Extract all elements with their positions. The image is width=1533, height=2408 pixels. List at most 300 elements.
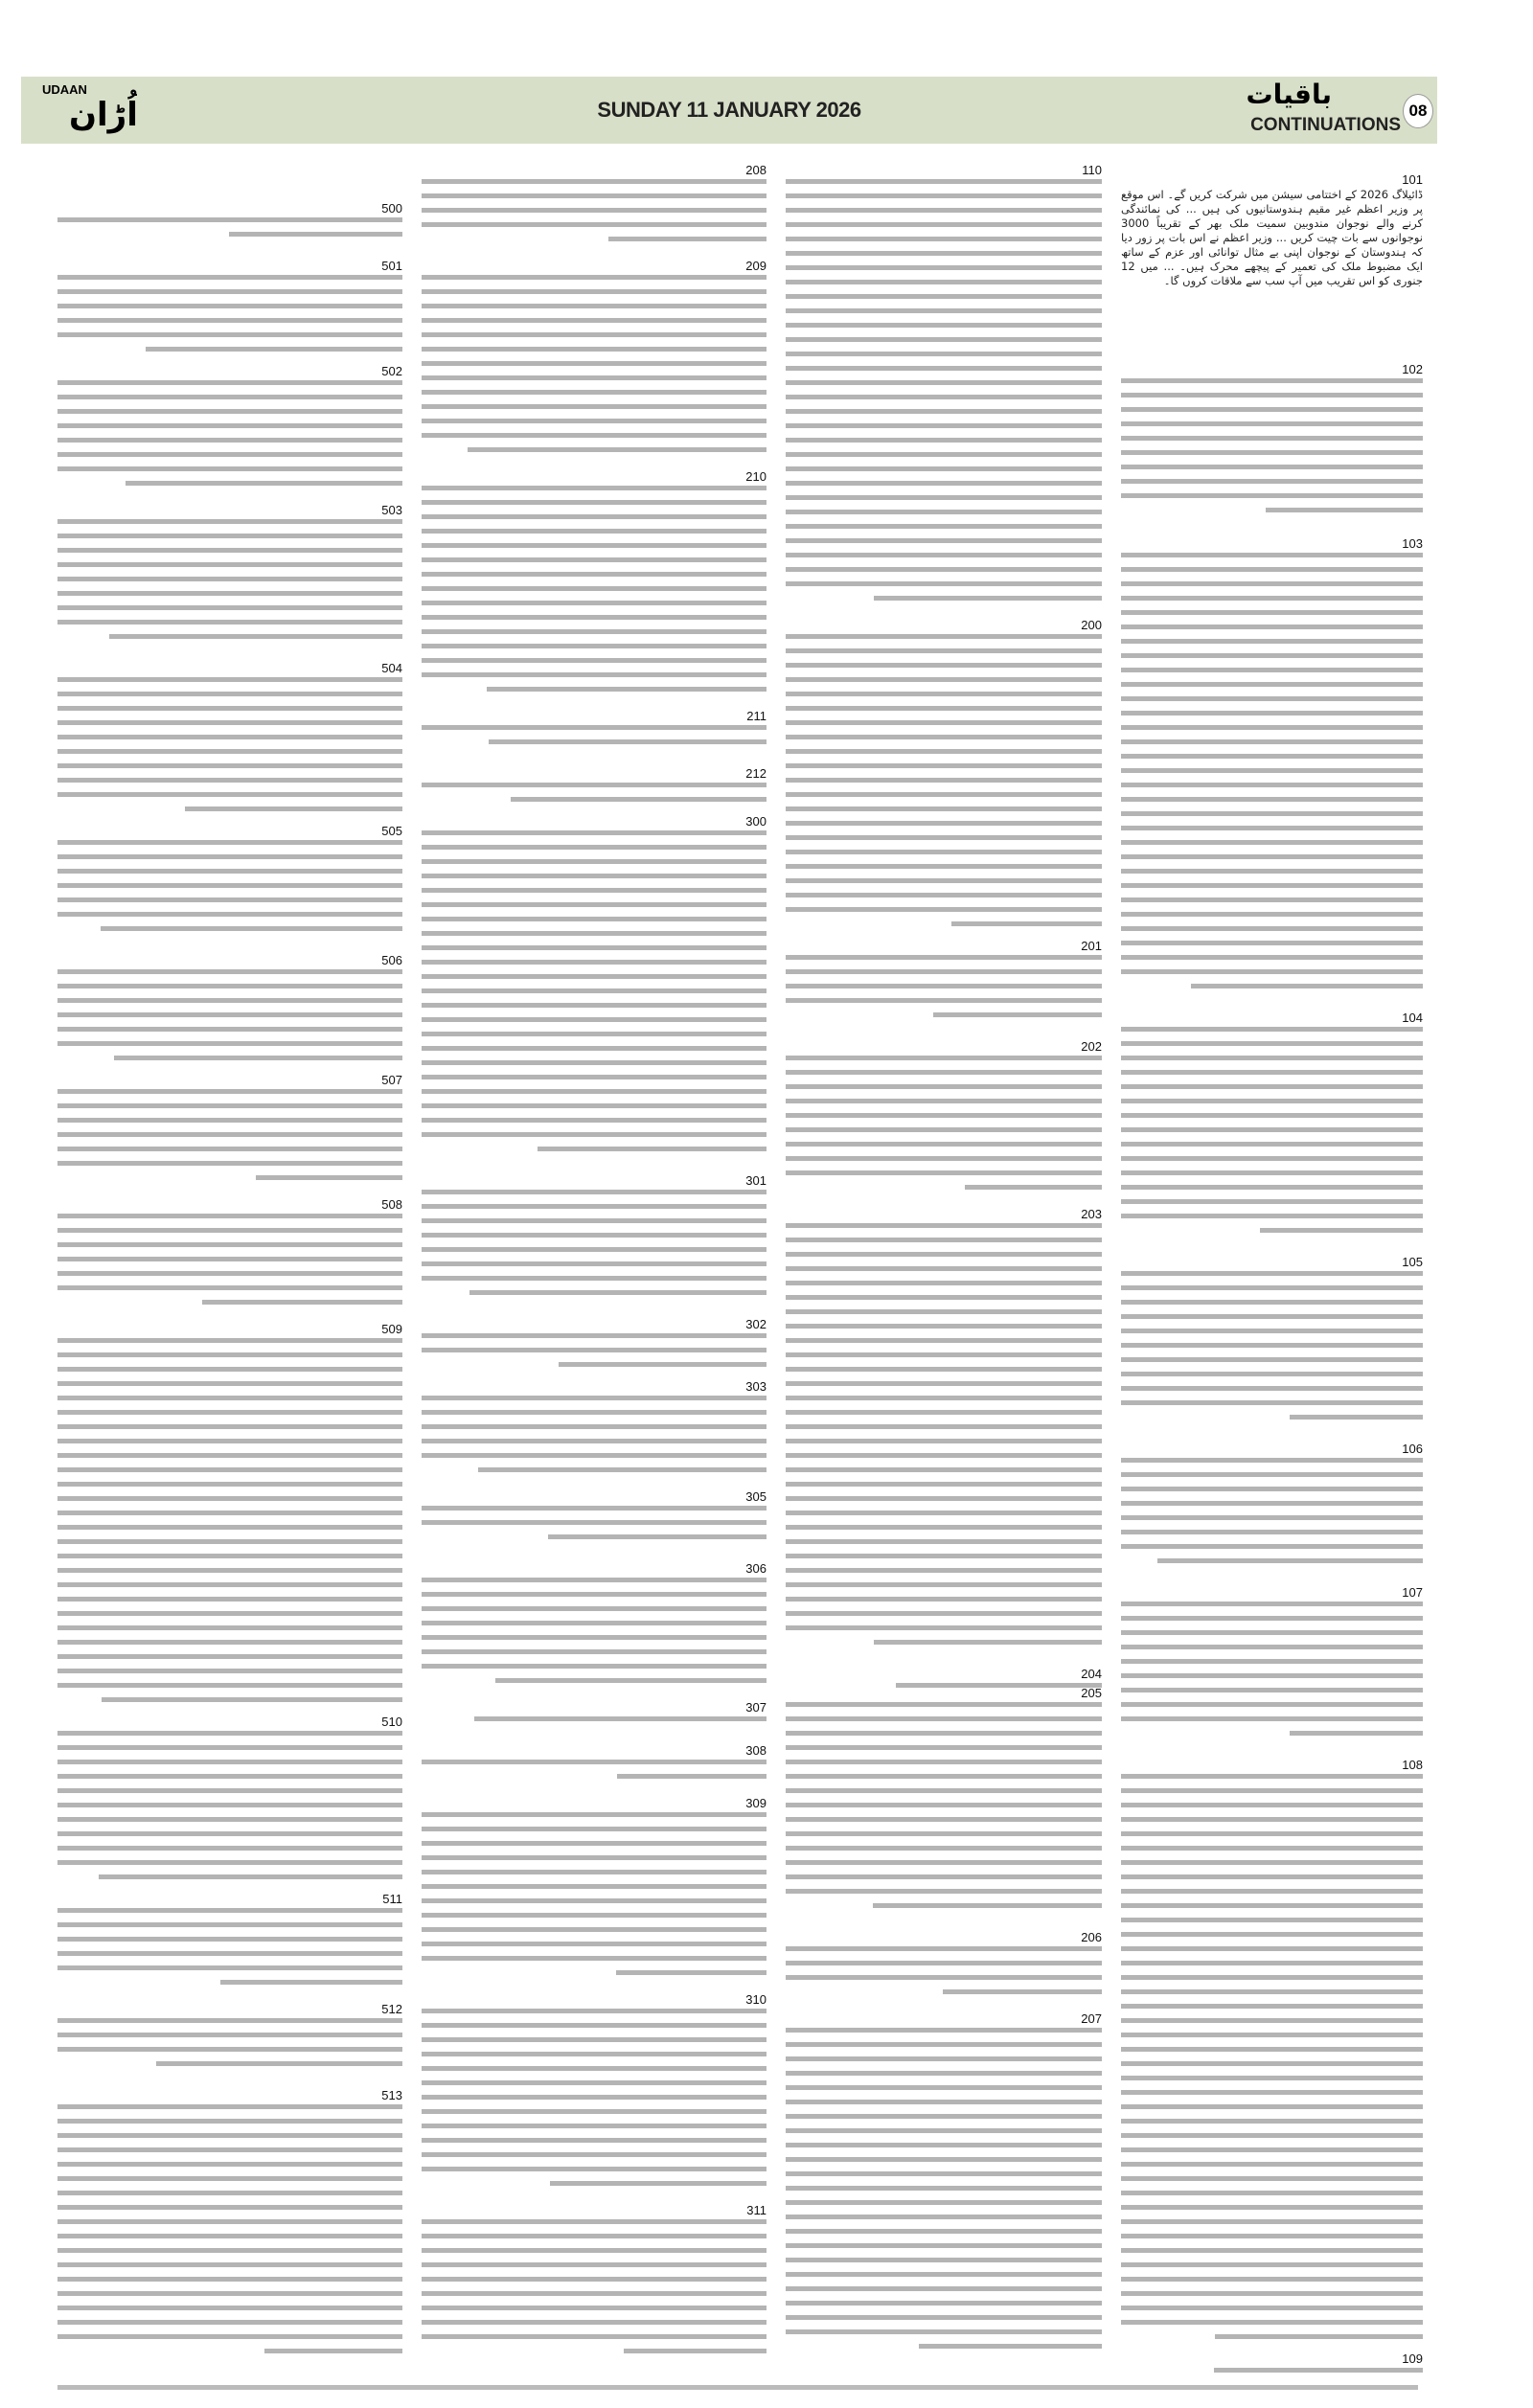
text-line [786,969,1102,974]
text-line [786,893,1102,897]
article-body [786,1946,1102,2004]
text-line [608,237,766,241]
text-line [786,179,1102,184]
article-body [1121,553,1423,998]
text-line [57,2205,402,2210]
text-line [786,1309,1102,1314]
text-line [57,1525,402,1530]
text-line [786,2056,1102,2061]
section-number: 504 [381,661,402,675]
text-line [1121,826,1423,830]
text-line [1121,2133,1423,2138]
article-body [57,1908,402,1994]
text-line [1121,1544,1423,1549]
text-line [57,2191,402,2195]
text-line [422,874,766,878]
text-line [786,1084,1102,1089]
text-line [1290,1415,1423,1420]
text-line [1121,955,1423,960]
article-body [422,2219,766,2363]
article-body [786,634,1102,936]
text-line [786,2229,1102,2234]
text-line [1121,465,1423,469]
text-line [422,830,766,835]
article-body [422,1190,766,1305]
article-body [57,1089,402,1190]
text-line [786,1338,1102,1343]
text-line [422,902,766,907]
text-line [786,1170,1102,1175]
text-line [422,2080,766,2085]
text-line [1121,1285,1423,1290]
text-line [422,1439,766,1443]
text-line [57,763,402,768]
article-body [422,2009,766,2195]
text-line [1121,1357,1423,1362]
text-line [57,840,402,845]
text-line [422,1841,766,1846]
text-line [256,1175,402,1180]
text-line [422,1506,766,1511]
text-line [422,1520,766,1525]
text-line [422,1927,766,1932]
text-line [57,562,402,567]
text-line [1121,1903,1423,1908]
text-line [57,2234,402,2238]
text-line [951,921,1102,926]
text-line [422,1578,766,1582]
article-body [786,1683,1102,1697]
text-line [422,988,766,993]
section-number: 507 [381,1073,402,1087]
text-line [786,2128,1102,2133]
text-line [422,208,766,213]
text-line [786,749,1102,754]
text-line [422,1592,766,1597]
text-line [786,1889,1102,1894]
text-line [786,237,1102,241]
text-line [786,663,1102,668]
text-line [786,366,1102,371]
text-line [786,423,1102,428]
text-line [1121,450,1423,455]
text-line [786,538,1102,543]
section-number: 503 [381,503,402,517]
text-line [57,1539,402,1544]
text-line [1121,378,1423,383]
text-line [422,486,766,490]
text-line [422,500,766,505]
section-number: 209 [745,259,766,273]
text-line [57,1439,402,1443]
text-line [57,1554,402,1558]
article-body [422,1716,766,1731]
text-line [1121,2033,1423,2037]
text-line [474,1716,766,1721]
text-line [1121,1932,1423,1937]
text-line [422,1190,766,1194]
text-line [786,1439,1102,1443]
text-line [786,222,1102,227]
text-line [786,308,1102,313]
text-line [1121,1688,1423,1692]
text-line [57,1951,402,1956]
text-line [786,1281,1102,1285]
text-line [57,1860,402,1865]
text-line [786,850,1102,854]
section-number: 101 [1402,172,1423,187]
text-line [422,1132,766,1137]
text-line [1215,2334,1423,2339]
text-line [1121,696,1423,701]
text-line [786,1874,1102,1879]
text-line [422,2262,766,2267]
text-line [57,423,402,428]
article-body [57,840,402,941]
text-line [422,2052,766,2056]
text-line [1121,1170,1423,1175]
text-line [786,280,1102,284]
section-number: 510 [381,1715,402,1729]
text-line [57,1640,402,1645]
issue-date: SUNDAY 11 JANUARY 2026 [597,98,861,122]
section-number: 205 [1081,1686,1102,1700]
text-line [57,1396,402,1400]
text-line [57,591,402,596]
text-line [422,433,766,438]
text-line [1121,869,1423,874]
text-line [786,1511,1102,1515]
article-body [57,519,402,648]
section-number: 104 [1402,1011,1423,1025]
text-line [57,1338,402,1343]
text-line [1121,1487,1423,1491]
text-line [422,888,766,893]
text-line [1121,1027,1423,1032]
text-line [786,1702,1102,1707]
text-line [786,1396,1102,1400]
text-line [786,2315,1102,2320]
text-line [422,1606,766,1611]
section-number: 210 [745,469,766,484]
text-line [786,1113,1102,1118]
text-line [57,2219,402,2224]
text-line [1121,1099,1423,1103]
text-line [422,2167,766,2171]
text-line [1266,508,1423,512]
article-body [57,2104,402,2363]
text-line [786,1539,1102,1544]
text-line [786,1127,1102,1132]
text-line [1121,567,1423,572]
text-line [1121,969,1423,974]
text-line [786,1070,1102,1075]
text-line [786,1774,1102,1779]
article-body [786,1223,1102,1654]
text-line [786,1223,1102,1228]
text-line [422,1898,766,1903]
section-number: 513 [381,2088,402,2102]
text-line [786,835,1102,840]
text-line [786,1568,1102,1573]
section-number: 109 [1402,2351,1423,2366]
text-line [57,897,402,902]
text-line [422,514,766,519]
page-number: 08 [1403,94,1433,128]
text-line [57,778,402,783]
text-line [422,2095,766,2100]
section-number: 511 [382,1892,402,1906]
text-line [57,1228,402,1233]
section-number: 211 [746,709,766,723]
text-line [422,960,766,965]
text-line [422,193,766,198]
text-line [229,232,402,237]
text-line [1121,883,1423,888]
text-line [57,1774,402,1779]
text-line [786,1252,1102,1257]
text-line [57,792,402,797]
text-line [1121,2191,1423,2195]
text-line [57,1132,402,1137]
text-line [422,2037,766,2042]
text-line [786,677,1102,682]
text-line [422,179,766,184]
article-body [422,1578,766,1692]
text-line [99,1874,402,1879]
text-line [57,1683,402,1688]
text-line [57,1788,402,1793]
text-line [57,1027,402,1032]
text-line [786,706,1102,711]
text-line [1121,1214,1423,1218]
text-line [422,2291,766,2296]
text-line [896,1683,1102,1688]
text-line [786,2071,1102,2076]
text-line [220,1980,402,1985]
text-line [786,735,1102,739]
text-line [422,1913,766,1918]
masthead [21,77,1437,144]
text-line [786,1266,1102,1271]
text-line [57,1242,402,1247]
text-line [57,1831,402,1836]
text-line [422,1760,766,1764]
text-line [422,222,766,227]
text-line [786,763,1102,768]
text-line [786,2258,1102,2262]
text-line [57,438,402,443]
text-line [786,1625,1102,1630]
section-number: 508 [381,1197,402,1212]
text-line [786,2100,1102,2104]
text-line [57,1965,402,1970]
text-line [57,692,402,696]
text-line [422,1664,766,1669]
text-line [786,2286,1102,2291]
text-line [422,2306,766,2310]
article-body [786,1702,1102,1918]
text-line [1121,2061,1423,2066]
text-line [1121,553,1423,557]
text-line [786,1467,1102,1472]
text-line [57,1817,402,1822]
text-line [114,1056,402,1060]
text-line [1121,1113,1423,1118]
text-line [786,495,1102,500]
text-line [786,1424,1102,1429]
text-line [548,1534,766,1539]
text-line [57,1352,402,1357]
text-line [487,687,766,692]
text-line [422,1233,766,1238]
text-line [422,543,766,548]
text-line [786,524,1102,529]
text-line [1121,1716,1423,1721]
text-line [786,567,1102,572]
text-line [1121,926,1423,931]
text-line [422,1118,766,1123]
text-line [57,452,402,457]
text-line [1121,1127,1423,1132]
text-line [422,2109,766,2114]
text-line [1121,1329,1423,1333]
text-line [786,409,1102,414]
text-line [422,572,766,577]
article-body [1121,2368,1423,2382]
text-line [422,615,766,620]
text-line [786,1860,1102,1865]
text-line [57,969,402,974]
text-line [786,380,1102,385]
text-line [1121,2047,1423,2052]
text-line [786,2143,1102,2147]
text-line [1121,2018,1423,2023]
text-line [422,1884,766,1889]
text-line [1121,479,1423,484]
text-line [786,692,1102,696]
text-line [786,337,1102,342]
text-line [57,2104,402,2109]
text-line [786,1453,1102,1458]
logo-urdu: اُڑان [69,96,138,134]
text-line [57,1582,402,1587]
column-3 [422,158,766,2370]
text-line [786,720,1102,725]
text-line [126,481,402,486]
text-line [422,318,766,323]
text-line [1121,840,1423,845]
text-line [1121,2076,1423,2080]
text-line [1121,2277,1423,2282]
text-line [1121,2219,1423,2224]
text-line [422,332,766,337]
section-number: 512 [381,2002,402,2016]
text-line [1121,2090,1423,2095]
article-body [57,380,402,495]
text-line [57,395,402,399]
article-body [422,783,766,811]
text-line [786,878,1102,883]
text-line [422,1396,766,1400]
text-line [422,931,766,936]
text-line [786,907,1102,912]
text-line [422,289,766,294]
text-line [422,1017,766,1022]
text-line [185,806,402,811]
text-line [550,2181,766,2186]
article-excerpt: ڈائیلاگ 2026 کے اختتامی سیشن میں شرکت کریں گے۔ اس موقع پر وزیر اعظم غیر مقیم ہندوستانیوں کی ہیں ... کی نمائندگی کرنے والے نوجوان مندوبین سمیت ملک بھر کے تقریباً 3000 نوجوانوں سے بات چیت کریں ... وزیر اعظم نے اس بات پر زور دیا کہ ہندوستان کے نوجوان اپنی بے مثال توانائی اور عزم کے ساتھ ایک مضبوط ملک کی تعمیر کے پیچھے محرک ہیں۔ ... میں 12 جنوری کو اس تقریب میں آپ سب سے ملاقات کروں گا۔ [1121,188,1423,287]
text-line [422,658,766,663]
text-line [57,2047,402,2052]
text-line [873,1903,1102,1908]
text-line [1121,1946,1423,1951]
text-line [422,2124,766,2128]
article-body [786,2028,1102,2358]
text-line [1121,1788,1423,1793]
section-title-english: CONTINUATIONS [1250,115,1401,135]
text-line [1121,1386,1423,1391]
text-line [786,1482,1102,1487]
section-number: 202 [1081,1039,1102,1054]
text-line [1121,1702,1423,1707]
article-body [57,2018,402,2076]
section-number: 301 [745,1173,766,1188]
text-line [786,438,1102,443]
text-line [538,1147,766,1151]
text-line [422,375,766,380]
text-line [422,347,766,352]
text-line [943,1989,1102,1994]
text-line [422,2277,766,2282]
text-line [1260,1228,1423,1233]
text-line [786,1554,1102,1558]
article-body [1121,1602,1423,1745]
article-body [57,1338,402,1712]
text-line [57,1041,402,1046]
text-line [57,706,402,711]
section-number: 107 [1402,1585,1423,1600]
section-number: 306 [745,1561,766,1576]
text-line [57,2119,402,2124]
text-line [422,1103,766,1108]
text-line [786,208,1102,213]
text-line [57,466,402,471]
text-line [786,2042,1102,2047]
text-line [57,2277,402,2282]
text-line [422,1956,766,1961]
text-line [146,347,402,352]
text-line [57,2306,402,2310]
text-line [1121,1084,1423,1089]
text-line [786,193,1102,198]
text-line [57,869,402,874]
text-line [786,864,1102,869]
text-line [57,912,402,917]
text-line [786,466,1102,471]
text-line [1121,897,1423,902]
text-line [1121,682,1423,687]
text-line [57,2147,402,2152]
text-line [786,1716,1102,1721]
text-line [786,1295,1102,1300]
text-line [1121,1199,1423,1204]
text-line [57,2033,402,2037]
text-line [422,917,766,921]
section-number: 310 [745,1992,766,2007]
text-line [786,1817,1102,1822]
text-line [786,2243,1102,2248]
